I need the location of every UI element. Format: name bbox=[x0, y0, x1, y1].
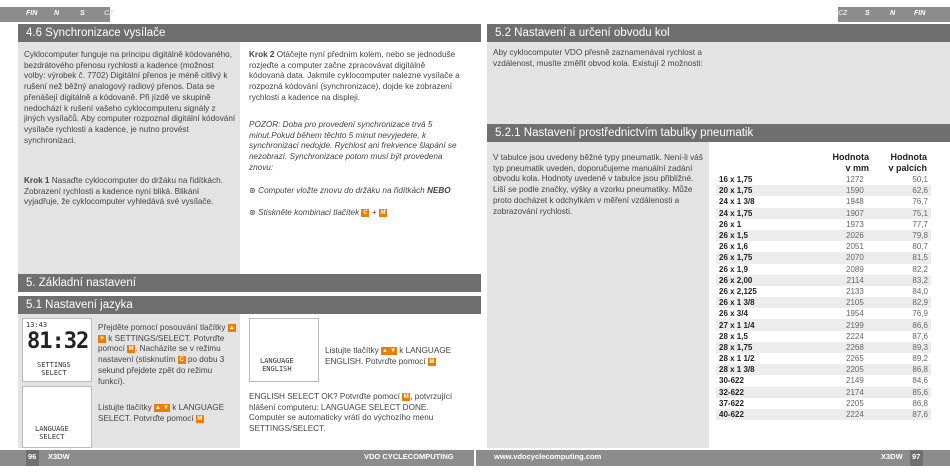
mm-value-cell: 2199 bbox=[796, 319, 867, 330]
table-row bbox=[716, 353, 931, 364]
table-row bbox=[716, 275, 931, 286]
step-text: k LANGUAGE ENGLISH. Potvrďte pomocí bbox=[325, 346, 452, 366]
mm-value-cell: 2114 bbox=[796, 275, 867, 286]
display-menu bbox=[37, 361, 71, 377]
table-row bbox=[716, 297, 931, 308]
inch-value-cell: 87,6 bbox=[912, 331, 928, 341]
model-name: X3DW bbox=[48, 452, 70, 461]
tire-size-cell: 26 x 2,00 bbox=[716, 275, 796, 286]
mm-value-cell: 1973 bbox=[846, 219, 864, 229]
tire-size-cell: 26 x 2,125 bbox=[719, 286, 757, 296]
display-line: SETTINGS bbox=[37, 361, 71, 369]
section-heading: 4.6 Synchronizace vysílače bbox=[18, 24, 481, 42]
mm-value-cell: 2105 bbox=[796, 297, 867, 308]
mm-value-cell: 2149 bbox=[846, 376, 864, 386]
table-row bbox=[716, 308, 931, 319]
bullet-text: Stiskněte kombinaci tlačítek bbox=[258, 208, 362, 217]
mm-value-cell: 2026 bbox=[796, 230, 867, 241]
lang-tab-active: CZ bbox=[838, 10, 848, 17]
down-key-icon: ▼ bbox=[390, 347, 396, 354]
lang-step-4 bbox=[249, 392, 465, 435]
step-text: Přejděte pomocí posouvání tlačítky bbox=[98, 323, 228, 332]
tire-size-cell: 37-622 bbox=[719, 398, 744, 408]
tire-size-cell: 30-622 bbox=[719, 376, 744, 386]
mm-value-cell: 2268 bbox=[796, 342, 867, 353]
step-label: Krok 2 bbox=[249, 50, 275, 59]
step-label: Krok 1 bbox=[24, 176, 50, 185]
tire-size-cell: 27 x 1 1/4 bbox=[716, 319, 796, 330]
circumference-paragraph: Aby cyklocomputer VDO přesně zaznamenával rychlost a vzdálenost, musíte změřit obvod kola. Existují 2 možnosti: bbox=[493, 48, 703, 68]
lang-tab: FIN bbox=[26, 10, 38, 17]
tire-paragraph: V tabulce jsou uvedeny běžné typy pneumatik. Není-li váš typ pneumatik uveden, doporučujeme manuální zadání obvodu kola. Hodnoty uvedené v tabulce jsou přibližné. Liší se podle značky, výšky a vzorku pneumatiky. Může proto docházet k odchylkám v měření vzdálenosti a zobrazování rychlosti. bbox=[493, 153, 703, 216]
mm-value-cell: 1907 bbox=[796, 208, 867, 219]
inch-value-cell: 82,2 bbox=[912, 264, 928, 274]
sync-paragraph: Cyklocomputer funguje na principu digitálně kódovaného, bezdrátového přenosu rychlosti a kadence (možnost volby: výrobek č. 7702) Digitální přenos je méně citlivý k rušení než běžný analogový radiový přenos. Data se přenášejí digitálně a kódovaně. Při jízdě ve skupině nedochází k rušení vašeho cyklocomputeru signály z jiných vysílačů. Aby computer rozpoznal digitální kódování vysílače rychlosti a kadence, je nutno provést synchronizaci. bbox=[24, 50, 236, 145]
bullet-emph: NEBO bbox=[427, 186, 451, 195]
section-heading: 5.2 Nastavení a určení obvodu kol bbox=[487, 24, 950, 42]
inch-value-cell: 86,6 bbox=[867, 319, 931, 330]
table-row bbox=[716, 331, 931, 342]
mm-value-cell: 1272 bbox=[846, 175, 864, 185]
table-row bbox=[716, 398, 931, 409]
step-1 bbox=[24, 176, 236, 208]
tire-size-cell: 28 x 1 1/2 bbox=[719, 354, 755, 364]
mm-value-cell: 1954 bbox=[846, 309, 864, 319]
inch-value-cell: 89,3 bbox=[867, 342, 931, 353]
page-number: 96 bbox=[28, 452, 37, 461]
table-row bbox=[716, 174, 931, 185]
display-line: LANGUAGE bbox=[35, 425, 69, 433]
computer-display bbox=[22, 318, 92, 382]
tire-size-cell: 28 x 1,75 bbox=[716, 342, 796, 353]
tire-size-cell: 26 x 1,75 bbox=[716, 252, 796, 263]
page-number: 97 bbox=[912, 452, 921, 461]
display-line: SELECT bbox=[41, 369, 67, 377]
mm-value-cell: 1590 bbox=[796, 185, 867, 196]
tire-table bbox=[716, 174, 931, 420]
display-menu bbox=[35, 425, 69, 441]
table-row bbox=[716, 252, 931, 263]
display-line: SELECT bbox=[39, 433, 65, 441]
lang-tab: N bbox=[890, 10, 896, 17]
step-text: k SETTINGS/SELECT. Potvrďte pomocí bbox=[98, 333, 225, 354]
lang-tab: S bbox=[865, 10, 870, 17]
table-row bbox=[716, 196, 931, 207]
right-column bbox=[246, 42, 481, 274]
inch-value-cell: 79,8 bbox=[867, 230, 931, 241]
computer-display bbox=[249, 318, 319, 382]
mm-value-cell: 2205 bbox=[796, 364, 867, 375]
table-row bbox=[716, 387, 931, 398]
lang-tab-active: CZ bbox=[104, 10, 114, 17]
lang-step-3 bbox=[325, 346, 465, 367]
m-key-icon: M bbox=[403, 393, 409, 400]
down-key-icon: ▼ bbox=[99, 335, 105, 342]
tire-size-cell: 24 x 1,75 bbox=[716, 208, 796, 219]
lang-tab: FIN bbox=[914, 10, 926, 17]
inch-value-cell: 76,9 bbox=[912, 309, 928, 319]
table-row bbox=[716, 219, 931, 230]
column-header-mm bbox=[798, 152, 869, 174]
section-heading: 5. Základní nastavení bbox=[18, 274, 481, 292]
inch-value-cell: 84,6 bbox=[912, 376, 928, 386]
warning-text: POZOR: Doba pro provedení synchronizace trvá 5 minut.Pokud během těchto 5 minut nevyjedete, k synchronizaci nedojde. Rychlost ani frekvence šlapání se nezobrazí. Synchronizace potom musí být provedena znovu: bbox=[249, 120, 457, 172]
display-value: 81:32 bbox=[27, 329, 89, 354]
tire-size-cell: 26 x 1,9 bbox=[719, 264, 748, 274]
header-line: Hodnota bbox=[832, 152, 869, 162]
step-text: Listujte tlačítky bbox=[325, 346, 381, 355]
inch-value-cell: 75,1 bbox=[867, 208, 931, 219]
m-key-icon: M bbox=[197, 415, 203, 422]
table-row bbox=[716, 230, 931, 241]
down-key-icon: ▼ bbox=[163, 404, 169, 411]
inch-value-cell: 82,9 bbox=[867, 297, 931, 308]
mm-value-cell: 2133 bbox=[846, 286, 864, 296]
table-row bbox=[716, 185, 931, 196]
step-text: Listujte tlačítky bbox=[98, 403, 154, 412]
table-row bbox=[716, 342, 931, 353]
up-key-icon: ▲ bbox=[228, 324, 235, 331]
step-text: Nasaďte cyklocomputer do držáku na řidítkách. Zobrazení rychlosti a kadence nyní bliká. Blikání vyjadřuje, že cyklocomputer vyhledává své vysílače. bbox=[24, 176, 223, 207]
section-heading: 5.1 Nastavení jazyka bbox=[18, 296, 481, 314]
model-name: X3DW bbox=[881, 452, 903, 461]
step-text: Otáčejte nyní předním kolem, nebo se jednoduše rozjeďte a computer začne zpracovávat digitálně kódovaná data. Jakmile cyklocomputer nalezne vysílače a rozpozná kódování (synchronizace), dojde ke zobrazení rychlosti a kadence na displeji. bbox=[249, 50, 460, 102]
up-key-icon: ▲ bbox=[382, 347, 388, 354]
mm-value-cell: 2070 bbox=[796, 252, 867, 263]
tire-size-cell: 26 x 1 3/8 bbox=[716, 297, 796, 308]
inch-value-cell: 87,6 bbox=[867, 409, 931, 420]
tire-table-wrap bbox=[716, 174, 931, 420]
inch-value-cell: 86,8 bbox=[867, 364, 931, 375]
mm-value-cell: 1948 bbox=[846, 197, 864, 207]
table-row bbox=[716, 264, 931, 275]
step-text: ENGLISH SELECT OK? Potvrďte pomocí bbox=[249, 392, 403, 401]
header-line: Hodnota bbox=[890, 152, 927, 162]
bullet-text: Computer vložte znovu do držáku na řidítkách bbox=[258, 186, 427, 195]
mm-value-cell: 2265 bbox=[846, 354, 864, 364]
inch-value-cell: 81,5 bbox=[867, 252, 931, 263]
display-line: ENGLISH bbox=[262, 365, 292, 373]
section-heading: 5.2.1 Nastavení prostřednictvím tabulky pneumatik bbox=[487, 124, 950, 142]
table-row bbox=[716, 319, 931, 330]
up-key-icon: ▲ bbox=[155, 404, 161, 411]
c-key-icon: C bbox=[363, 209, 368, 216]
table-row bbox=[716, 375, 931, 386]
brand-name: VDO CYCLECOMPUTING bbox=[364, 452, 454, 461]
tire-size-cell: 28 x 1,5 bbox=[719, 331, 748, 341]
column-header-inch bbox=[870, 152, 927, 174]
inch-value-cell: 83,2 bbox=[867, 275, 931, 286]
header-line: v mm bbox=[845, 163, 869, 173]
bullet-2: ⊛ Stiskněte kombinaci tlačítek C + M bbox=[249, 208, 386, 217]
inch-value-cell: 86,8 bbox=[912, 398, 928, 408]
mm-value-cell: 2224 bbox=[796, 409, 867, 420]
tire-size-cell: 26 x 1,6 bbox=[719, 242, 748, 252]
inch-value-cell: 85,6 bbox=[867, 387, 931, 398]
header-line: v palcích bbox=[888, 163, 927, 173]
step-text: , potvrzující hlášení computeru: LANGUAGE SELECT DONE. Computer se automaticky vrátí do výchozího menu SETTINGS/SELECT. bbox=[249, 392, 453, 434]
table-row bbox=[716, 409, 931, 420]
tire-size-cell: 32-622 bbox=[716, 387, 796, 398]
table-row bbox=[716, 286, 931, 297]
inch-value-cell: 50,1 bbox=[912, 175, 928, 185]
inch-value-cell: 76,7 bbox=[912, 197, 928, 207]
tire-size-cell: 26 x 1,5 bbox=[716, 230, 796, 241]
step-text: k LANGUAGE SELECT. Potvrďte pomocí bbox=[98, 403, 225, 423]
mm-value-cell: 2089 bbox=[846, 264, 864, 274]
inch-value-cell: 77,7 bbox=[912, 219, 928, 229]
computer-display bbox=[22, 386, 92, 448]
m-key-icon: M bbox=[380, 209, 386, 216]
tire-size-cell: 26 x 3/4 bbox=[719, 309, 748, 319]
display-line: LANGUAGE bbox=[260, 357, 294, 365]
mm-value-cell: 2205 bbox=[846, 398, 864, 408]
bullet-icon: ⊛ bbox=[249, 208, 256, 217]
display-time: 13:43 bbox=[26, 321, 48, 329]
tire-size-cell: 26 x 1 bbox=[719, 219, 742, 229]
mm-value-cell: 2224 bbox=[846, 331, 864, 341]
inch-value-cell: 62,6 bbox=[867, 185, 931, 196]
inch-value-cell: 84,0 bbox=[912, 286, 928, 296]
step-text: . Nacházíte se v režimu nastavení (stisknutím bbox=[98, 344, 221, 365]
tire-size-cell: 24 x 1 3/8 bbox=[719, 197, 755, 207]
table-row bbox=[716, 241, 931, 252]
c-key-icon: C bbox=[179, 356, 184, 363]
inch-value-cell: 80,7 bbox=[912, 242, 928, 252]
tire-size-cell: 16 x 1,75 bbox=[719, 175, 753, 185]
tire-size-cell: 28 x 1 3/8 bbox=[716, 364, 796, 375]
lang-step-1 bbox=[98, 323, 236, 387]
tire-size-cell: 40-622 bbox=[716, 409, 796, 420]
lang-tab: N bbox=[54, 10, 60, 17]
lang-tab: S bbox=[80, 10, 85, 17]
step-text: po dobu 3 sekund přejdete zpět do režimu funkcí). bbox=[98, 355, 225, 386]
m-key-icon: M bbox=[429, 358, 435, 365]
inch-value-cell: 89,2 bbox=[912, 354, 928, 364]
website-url: www.vdocyclecomputing.com bbox=[494, 452, 602, 461]
table-row bbox=[716, 208, 931, 219]
lang-step-2 bbox=[98, 403, 236, 424]
display-menu bbox=[260, 357, 294, 373]
mm-value-cell: 2051 bbox=[846, 242, 864, 252]
tire-size-cell: 20 x 1,75 bbox=[716, 185, 796, 196]
table-row bbox=[716, 364, 931, 375]
bullet-icon: ⊛ bbox=[249, 186, 256, 195]
mm-value-cell: 2174 bbox=[796, 387, 867, 398]
m-key-icon: M bbox=[128, 346, 134, 353]
